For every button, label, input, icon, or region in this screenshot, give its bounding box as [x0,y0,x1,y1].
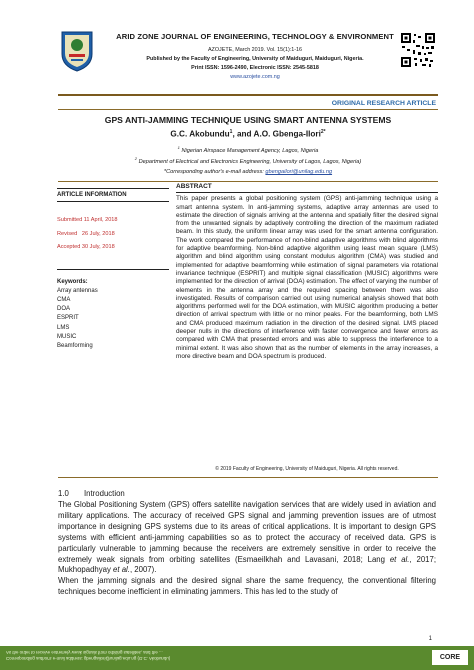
keyword-item: ESPRIT [57,315,79,322]
affiliation-2-sup: 2 [134,156,138,161]
accepted-date: Accepted 30 July, 2018 [57,244,115,250]
author-2-sup: 2* [320,129,326,135]
journal-info [110,46,400,82]
article-info-panel [57,188,169,351]
paper-title: GPS ANTI-JAMMING TECHNIQUE USING SMART ANTENNA SYSTEMS [104,115,392,125]
affiliation-2 [58,156,438,165]
affiliation-1-text: Nigerian Airspace Management Agency, Lagos, Nigeria [181,147,319,154]
journal-issn: Print ISSN: 1596-2490, Electronic ISSN: 2545-5818 [191,65,319,71]
intro-p1-part-c: , 2007). [129,565,157,575]
journal-citation: AZOJETE, March 2019. Vol. 15(1):1-16 [207,47,303,53]
page-number: 1 [428,636,432,642]
intro-p1-etal-1: et al. [389,554,410,564]
article-dates [57,214,169,255]
keyword-item: LMS [57,324,70,331]
revised-date: Revised 26 July, 2018 [57,230,115,237]
intro-p1-part-b: , 2017; Mukhopadhyay [58,554,437,575]
keyword-item: Beamforming [57,342,93,349]
core-badge-label: CORE [439,654,461,661]
author-list [58,129,438,139]
affiliation-1 [58,145,438,154]
keywords-section [57,269,169,352]
keyword-item: Array antennas [57,287,98,294]
qr-code-icon [400,32,436,68]
section-title: Introduction [84,489,125,498]
journal-url-link[interactable]: www.azojete.com.ng [230,74,280,80]
abstract-section [176,183,438,361]
keywords-heading: Keywords: [57,278,88,285]
core-badge[interactable] [432,650,468,665]
author-1-sup: 1 [229,129,233,135]
affiliation-2-text: Department of Electrical and Electronics Engineering, University of Lagos, Lagos, Nigeria) [138,158,362,165]
footer-line-2: As the order to receive extremely weak signals from orbiting satellites, and the ... [6,650,163,655]
affiliation-1-sup: 1 [177,145,180,150]
header-divider [58,94,438,96]
journal-title: ARID ZONE JOURNAL OF ENGINEERING, TECHNOLOGY & ENVIRONMENT [116,32,394,41]
keyword-item: MUSIC [57,333,77,340]
article-type-label: ORIGINAL RESEARCH ARTICLE [331,100,436,107]
keyword-item: DOA [57,306,71,313]
author-1: G.C. Akobundu [170,129,230,139]
corresponding-prefix: *Corresponding author's e-mail address: [163,169,266,175]
intro-p1-etal-2: et al. [113,565,130,575]
abstract-bottom-divider [58,477,438,478]
title-divider [58,109,438,110]
article-info-heading: ARTICLE INFORMATION [57,188,169,202]
section-heading [58,489,125,498]
footer-line-1: Corresponding author's e-mail address: gbengailori@unilag.edu.ng (G.C. Akobundu) [6,656,171,661]
author-2: , and A.O. Gbenga-Ilori [232,129,321,139]
university-logo [60,30,94,72]
abstract-top-divider [58,181,438,182]
corresponding-email-link[interactable]: gbengailori@unilag.edu.ng [265,169,333,175]
intro-body [58,500,436,598]
corresponding-author [58,169,438,175]
abstract-text: This paper presents a global positioning system (GPS) anti-jamming technique using a smart antenna system. In anti-jamming systems, adaptive array antennas are used to estimate the direction of signals arriving at the antenna and spatially filter the desired signal from the unwanted signals by adaptively controlling the direction of the maximum radiated beam. In this study, the uniform linear array was used for the smart antenna configuration. The work compared the performance of non-blind adaptive algorithms with blind algorithms for adaptive beamforming. Non-blind adaptive algorithm using least mean square (LMS) algorithm and blind algorithm using constant modulus algorithm (CMA) was studied and implemented for adaptive beamforming while estimation of signal parameters via rotational invariance technique (ESPRIT) and multiple signal classification (MUSIC) algorithms were implemented for the direction of arrival (DOA) estimation. The effect of varying the number of elements in the antenna array and the required spacing between them was also investigated. Results of comparison carried out using numerical analysis showed that both algorithms performed well for the DOA estimation, with MUSIC algorithm producing a better direction of arrival spectrum with little or no minor peaks. For the beamforming, both LMS and CMA produced maximum radiation in the direction of the desired signal. LMS placed deeper nulls in the directions of interference with faster convergence and fewer errors as compared with CMA that presented errors and was able to suppress the interference to a minimal extent. It was also shown that as the number of elements in the array increases, a more directive beam and DOA spectrum is produced. [176,195,438,360]
section-number: 1.0 [58,489,69,498]
intro-paragraph-1 [58,500,436,576]
footer-text [6,649,386,661]
intro-p1-part-a: The Global Positioning System (GPS) offers satellite navigation services that are widely used in aviation and military applications. The accuracy of received GPS signal and jamming prevention issues are of utmost importance in designing GPS systems due to its areas of critical applications. It is important to design GPS systems with efficient anti-jamming capabilities so as to protect the accuracy of received data. GPS is particularly vulnerable to jamming because the receivers are extremely sensitive in order to receive the extremely weak signals from orbiting satellites (Esmaeilkhah and Lavasani, 2018; Lang [58,500,436,564]
keyword-item: CMA [57,296,71,303]
journal-publisher: Published by the Faculty of Engineering, University of Maiduguri, Maiduguri, Nigeria. [146,56,364,62]
copyright-notice: © 2019 Faculty of Engineering, University of Maiduguri, Nigeria. All rights reserved. [215,466,399,472]
submitted-date: Submitted 11 April, 2018 [57,217,118,223]
abstract-heading: ABSTRACT [176,183,438,193]
intro-paragraph-2: When the jamming signals and the desired signal share the same frequency, the conventional filtering techniques become inefficient in eliminating jammers. This has led to the study of [58,576,436,597]
